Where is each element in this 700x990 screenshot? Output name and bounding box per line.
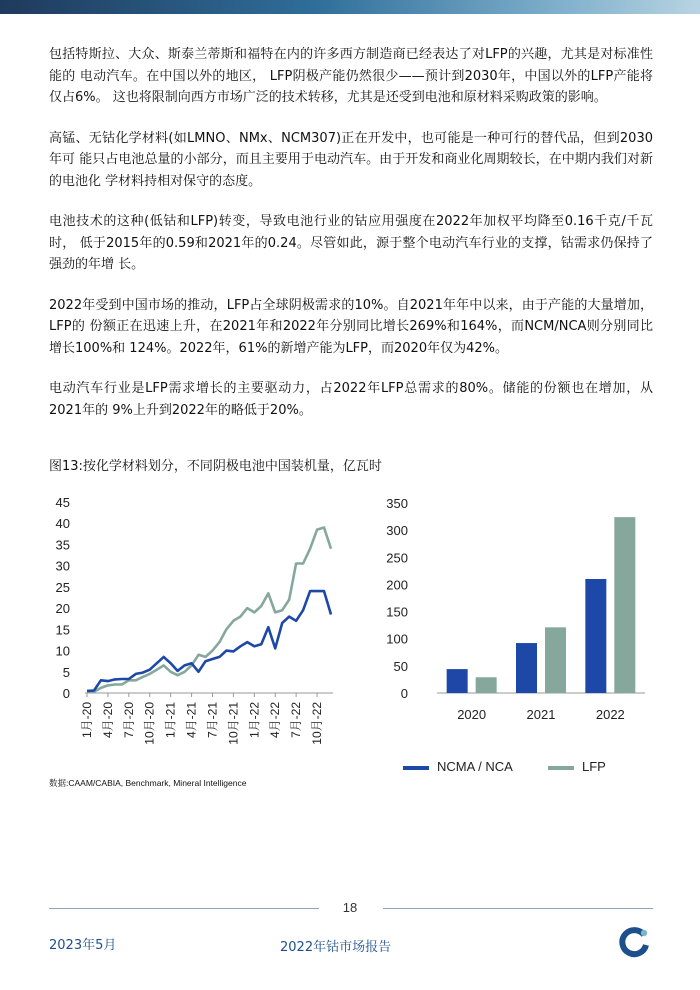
y-tick-label: 30 [55,558,70,574]
bar-ncma [585,579,606,693]
bar-lfp [614,517,635,693]
x-tick-label: 7月-20 [121,702,136,739]
x-tick-label: 4月-21 [184,702,199,739]
y-tick-label: 0 [62,686,70,701]
y-tick-label: 350 [386,496,408,511]
legend-swatch-ncma [403,766,429,770]
footer-date: 2023年5月 [49,938,117,953]
x-tick-label: 1月-21 [163,702,178,739]
y-tick-label: 150 [386,604,408,620]
legend-swatch-lfp [548,766,574,770]
x-tick-label: 10月-21 [226,702,241,745]
paragraph: 电动汽车行业是LFP需求增长的主要驱动力，占2022年LFP总需求的80%。储能的份额也在增加，从2021年的 9%上升到2022年的略低于20%。 [49,381,653,418]
paragraph: 电池技术的这种(低钴和LFP)转变，导致电池行业的钴应用强度在2022年加权平均降至0.16千克/千瓦时， 低于2015年的0.59和2021年的0.24。尽管如此，源于整个电动汽车行业的支撑，钴需求仍保持了强劲的年增 长。 [49,214,653,272]
y-tick-label: 20 [55,601,70,617]
bar-ncma [516,643,537,693]
x-tick-label: 2021 [526,707,556,722]
paragraph: 2022年受到中国市场的推动，LFP占全球阴极需求的10%。自2021年年中以来，由于产能的大量增加，LFP的 份额正在迅速上升，在2021年和2022年分别同比增长269%和164%，而NCM/NCA则分别同比增长100%和 124%。2022年，61%的新增产能为LFP，而2020年仅为42%。 [49,297,653,356]
y-tick-label: 5 [62,664,70,680]
y-tick-label: 300 [386,523,408,539]
footer-divider-left [49,908,319,909]
footer-report-title: 2022年钴市场报告 [280,940,392,955]
paragraph: 包括特斯拉、大众、斯泰兰蒂斯和福特在内的许多西方制造商已经表达了对LFP的兴趣，尤其是对标准性能的 电动汽车。在中国以外的地区， LFP阴极产能仍然很少——预计到2030年，中国以外的LFP产能将仅占6%。 这也将限制向西方市场广泛的技术转移，尤其是还受到电池和原材料采购政策的影响。 [49,47,653,105]
figure-caption: 图13:按化学材料划分，不同阴极电池中国装机量，亿瓦时 [49,459,382,474]
legend-item-ncma [403,759,513,774]
x-tick-label: 4月-22 [268,702,283,739]
page-number: 18 [342,900,358,915]
legend-item-lfp [548,759,606,774]
y-tick-label: 200 [386,577,408,593]
cobalt-institute-logo-icon [617,925,651,959]
x-tick-label: 7月-21 [205,702,220,739]
y-tick-label: 0 [400,686,408,701]
x-tick-label: 10月-20 [142,702,157,745]
legend-label: NCMA / NCA [437,759,513,774]
legend-label: LFP [582,759,606,774]
series-line-lfp [87,528,331,693]
y-tick-label: 50 [393,658,408,674]
y-tick-label: 250 [386,550,408,566]
paragraph: 高锰、无钴化学材料(如LMNO、NMx、NCM307)正在开发中，也可能是一种可行的替代品，但到2030年可 能只占电池总量的小部分，而且主要用于电动汽车。由于开发和商业化周期较长，在中期内我们对新的电池化 学材料持相对保守的态度。 [49,130,653,189]
bar-ncma [447,669,468,693]
x-tick-label: 7月-22 [289,702,304,739]
x-tick-label: 10月-22 [310,702,325,745]
y-tick-label: 15 [55,622,70,638]
x-tick-label: 2022 [595,707,625,722]
bar-lfp [476,677,497,693]
y-tick-label: 10 [55,643,70,659]
bar-lfp [545,627,566,693]
y-tick-label: 35 [55,537,70,553]
y-tick-label: 45 [55,495,70,510]
x-tick-label: 1月-22 [247,702,262,739]
data-source-note: 数据:CAAM/CABIA, Benchmark, Mineral Intelligence [49,778,247,788]
footer-divider-right [383,908,653,909]
y-tick-label: 100 [386,631,408,647]
series-line-ncma [87,591,331,691]
x-tick-label: 2020 [457,707,487,722]
y-tick-label: 40 [55,516,70,532]
x-tick-label: 4月-20 [100,702,115,739]
x-tick-label: 1月-20 [80,702,94,739]
y-tick-label: 25 [55,579,70,595]
